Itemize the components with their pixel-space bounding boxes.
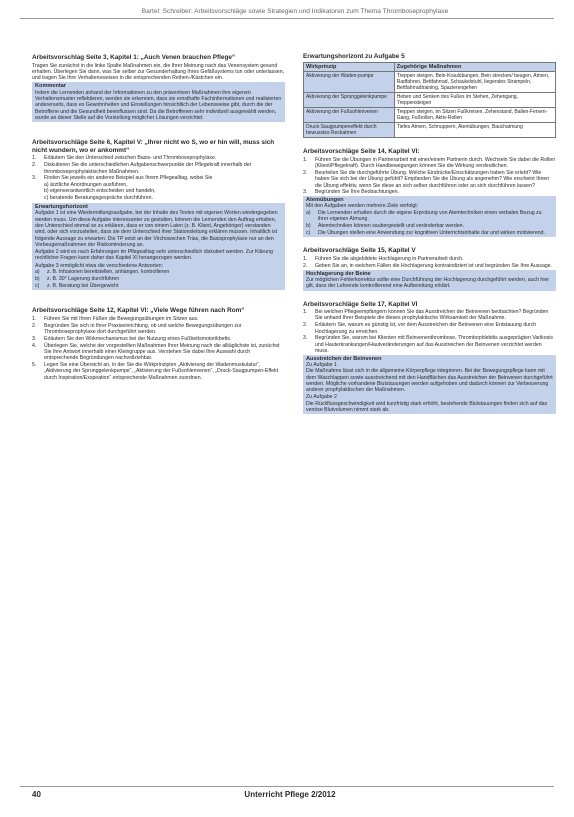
- table-row: [304, 72, 556, 93]
- spacer: [303, 294, 556, 301]
- list-item: a) Die Lernenden erhalten durch die eigene Erprobung von Atemtechniken einen verbalen Bezug zu ihrer eigenen Atmung.: [306, 209, 542, 223]
- answer-text: Die Maßnahme lässt sich in die allgemeine Körperpflege integrieren. Bei der Bewegungspflege kann mit dem Waschlappen sowie ausstreichend mit den Handflächen das Ausstreichen der Beinvenen durchgeführt werden. Mögliche vorhandene Blutstauungen werden aufgehoben und dadurch können zur Verbesserung anderer prophylaktischen der Maßnahmen.: [306, 368, 553, 394]
- list-item: 2. Diskutieren Sie die unterschiedlichen Aufgabenschwerpunkte der Pflegekraft innerhalb der thromboseprophylaktischen Maßnahmen.: [32, 162, 252, 175]
- sub-item: c) beratende Beratungsgespräche durchführen.: [44, 194, 154, 201]
- list-item: c) Die Übungen stellen eine Anwendung zur kognitiven Unterrichtsinhalte dar und wirken motivierend.: [306, 229, 545, 236]
- footer-rule: [20, 786, 554, 787]
- list-item: 3. Erläutern Sie den Wirkmechanismus bei der Nutzung eines Fußbettsmotorikbetts.: [32, 335, 232, 342]
- answer-text: Die Rückflussgeschwindigkeit wird kurzfristig stark erhöht, bestehende Blutstauungen finden sich auf das venöse Blutvolumen nimmt stark ab.: [306, 400, 548, 414]
- task-list: [32, 316, 285, 381]
- sub-item: a) ärztliche Anordnungen ausführen,: [44, 182, 128, 189]
- box-label: Hochlagerung der Beine: [306, 270, 371, 277]
- sub-item: b) eigenverantwortlich entscheiden und handeln,: [44, 188, 156, 195]
- table-cell: Tiefes Atmen, Schnuppern, Atemübungen, Bauchatmung: [394, 123, 555, 138]
- section-s14: [303, 148, 556, 237]
- goal-list: [306, 210, 553, 236]
- list-item: 2. Begründen Sie sich in Ihrer Praxiseinrichtung, ob und welche Bewegungsübungen zur Thromboseprophylaxe dort durchgeführt werden.: [32, 322, 242, 336]
- list-item: 2. Beurteilen Sie die durchgeführte Übung. Welche Eindrücke/Einschätzungen haben Sie erlebt? Wie haben Sie sich bei der Übung gefühlt? Empfanden Sie die Übung als angenehm? Wie erscheint Ihnen die Übung effektiv, wenn Sie diese an sich selber durchführen oder an sich durchführen lassen?: [303, 169, 550, 189]
- table-cell: Treppen steigen, Bein-Kraulübungen, Bein strecken/ beugen, Atmen, Radfahren, Bettfahrrad, Schaukelstuhl, liegendes Strampeln, Bettfahrradtraining, Spazierengehen: [394, 72, 555, 93]
- spacer: [32, 293, 285, 307]
- list-item: 1. Führen Sie die abgebildete Hochlagerung in Partnerarbeit durch.: [303, 256, 464, 263]
- section-heading: Arbeitsvorschläge Seite 12, Kapitel VI: „Viele Wege führen nach Rom“: [32, 307, 245, 315]
- page-number: 40: [32, 790, 41, 799]
- box-text: Zur möglichen Fehlerkorrektur sollte eine Durchführung der Hochlagerung durchgeführt werden, auch hier gilt, dass der Lehrende kontrollierend eine Aufbereitung erklärt.: [306, 276, 550, 290]
- kommentar-box: [32, 82, 285, 122]
- list-item: 1. Bei welchen Pflegeempfängern können Sie das Ausstreichen der Beinvenen beobachten? Begründen Sie anhand Ihrer Beispiele die dieses prophylaktische Wirksamkeit der Maßnahme.: [303, 309, 549, 322]
- section-heading: Arbeitsvorschlag Seite 3, Kapitel 1: „Auch Venen brauchen Pflege“: [32, 54, 236, 61]
- spacer: [303, 240, 556, 247]
- wirkprinzip-table: [303, 62, 556, 138]
- list-item: 3. Finden Sie jeweils ein anderes Beispiel aus Ihrem Pflegealltag, wobei Sie: [32, 175, 213, 182]
- table-row: [304, 93, 556, 108]
- erwartung-box: [32, 203, 285, 290]
- section-s12: [32, 307, 285, 381]
- task-list: [303, 309, 556, 354]
- table-cell: Treppen steigen, im Sitzen Fußkreisen, Zehenstand, Ballen-Fersen-Gang, Fußrollen, Aktiv-Rollen: [394, 108, 555, 123]
- task-list: [303, 256, 556, 269]
- box-label: Ausstreichen der Beinvenen: [306, 355, 382, 362]
- table-cell: Druck-Saugpumpeneffekt durch bewusstes Reckatmen: [304, 123, 395, 138]
- list-item: 4. Überlegen Sie, welche der vorgestellten Maßnahmen Ihrer Meinung nach die alltäglichste ist, zunächst Sie Ihre Antwort innerhalb einer Kleingruppe aus. Verstehen Sie dabei Ihre Auswahl durch entsprechende Begründungen nachvollziehbar.: [32, 342, 280, 362]
- table-title: Erwartungshorizont zu Aufgabe 5: [303, 53, 405, 60]
- section-s3: [32, 54, 285, 122]
- kommentar-label: Kommentar: [35, 83, 67, 90]
- box-intro: Mit den Aufgaben werden mehrere Ziele verfolgt:: [306, 203, 419, 210]
- erwartung-table-block: [303, 54, 556, 138]
- table-cell: Aktivierung der Fußsohlenvenen: [304, 108, 395, 123]
- erwartung-text-2: Aufgabe 2 wird es nach Erfahrungen im Pflegealltag sehr unterschiedlich diskutiert werden. Zur Klärung rechtlicher Fragen kann daher das Kapitel XI herangezogen werden.: [35, 249, 273, 262]
- list-item: 1. Führen Sie die Übungen in Partnerarbeit mit einer/einem Partnerin durch. Wechseln Sie dabei die Rollen (Klient/Pflegekraft). Durch Handbewegungen können Sie die Wirkung verdeutlichen.: [303, 156, 556, 170]
- running-header: Bartel: Schreiber: Arbeitsvorschläge sowie Strategien und Indikatoren zum Thema Thromboseprophylaxe: [141, 8, 449, 15]
- erwartung-label: Erwartungshorizont: [35, 204, 88, 211]
- section-body: Tragen Sie zunächst in die linke Spalte Maßnahmen ein, die Ihrer Meinung nach das Venensystem gesund erhalten. Überlegen Sie dann, was Sie selber zur Gesunderhaltung Ihres Gefäßsystems tun oder unterlassen, und tragen Sie Ihre Verhaltensweisen in die entsprechenden Reihen-/Kästchen ein.: [32, 62, 285, 82]
- list-item: b) z. B. 30° Lagerung durchführen: [35, 275, 120, 282]
- list-item: 1. Erläutern Sie den Unterschied zwischen Basis- und Thromboseprophylaxe.: [32, 155, 217, 162]
- section-heading: Arbeitsvorschläge Seite 15, Kapitel V: [303, 247, 416, 255]
- aufgabe-3-intro: Aufgabe 3 ermöglicht etwa die verschiedene Antworten:: [35, 262, 164, 269]
- spacer: [303, 141, 556, 148]
- atemuebungen-box: [303, 196, 556, 237]
- list-item: c) z. B. Beratung bei Übergewicht: [35, 282, 119, 289]
- table-cell: Aktivierung der Sprunggelenkpumpe: [304, 93, 395, 108]
- box-label: Atemübungen: [306, 197, 344, 204]
- list-item: 2. Erläutern Sie, warum es günstig ist, vor dem Ausstreichen der Beinvenen eine Entstauung durch Hochlagerung zu erreichen.: [303, 322, 537, 335]
- section-s6: [32, 139, 285, 290]
- list-item: 5. Legen Sie eine Übersicht an, in der Sie die Wirkprinzipien „Aktivierung der Wadenmuskulatur“, „Aktivierung der Sprunggelenkpumpe“, „Aktivierung der Fußsohlenvenen“, „Druck-Saugpumpen-Effekt durch Inspiration/Exspiration“ entsprechende Maßnahmen zuordnen.: [32, 362, 279, 381]
- table-row: [304, 123, 556, 138]
- table-row: [304, 108, 556, 123]
- list-item: a) z. B. Infusionen bereitstellen, anhängen, kontrollieren: [35, 269, 170, 275]
- right-column: [303, 54, 556, 417]
- list-item: 1. Führen Sie mit Ihren Füßen die Bewegungsübungen im Sitzen aus.: [32, 315, 199, 322]
- section-s17: [303, 301, 556, 415]
- header-rule: [20, 18, 554, 19]
- list-item: 3. Begründen Sie Ihre Beobachtungen.: [303, 189, 399, 196]
- task-list: [32, 155, 285, 181]
- section-heading: Arbeitsvorschläge Seite 14, Kapitel VI:: [303, 148, 420, 156]
- ausstreichen-box: [303, 355, 556, 415]
- journal-title: Unterricht Pflege 2/2012: [244, 790, 336, 799]
- left-column: [32, 54, 285, 384]
- table-header-cell: Wirkprinzip: [304, 63, 395, 72]
- answer-label: Zu Aufgabe 2: [306, 394, 337, 401]
- hochlagerung-box: [303, 270, 556, 291]
- section-s15: [303, 247, 556, 290]
- list-item: 2. Geben Sie an, in welchem Fällen die Hochlagerung kontraindiziert ist und begründen Sie Ihre Aussage.: [303, 262, 553, 269]
- list-item: 3. Begründen Sie, warum bei Klienten mit Beinvenenthrombose, Thrombophlebitis ausgeprägten Varikosis und Hauterkrankungen/Hautveränderungen auf das Ausstreichen der Beinvenen verzichtet werden muss.: [303, 335, 553, 354]
- table-cell: Heben und Senken des Fußes im Stehen, Zehengang, Treppensteigen: [394, 93, 555, 108]
- table-cell: Aktivierung der Waden-pumpe: [304, 72, 395, 93]
- spacer: [32, 125, 285, 139]
- answer-label: Zu Aufgabe 1: [306, 362, 337, 368]
- table-header-cell: Zugehörige Maßnahmen: [394, 63, 555, 72]
- task-list: [303, 157, 556, 196]
- erwartung-text: Aufgabe 1 ist eine Wiedermitlungsaufgabe, bei der Inhalte des Textes mit eigenen Worten wiedergegeben werden muss. Um diese Aufgabe interessanter zu gestalten, können die Lernenden den Auftrag erhalten, den Unterschied einmal so zu erklären, dass er von einem Laien (z. B. Klient, Angehöriger) verstanden wird, oder sich vorzustellen, dass sie dem Unterschied ihrer Stationsleitung erklären müssen. Inhaltlich ist folgende Aussage zu erwarten: Die TP setzt an der Virchowschen Trias, die Basisprophylaxe nur an den Vorbeugemaßnahmen der Risikominderung an.: [35, 210, 278, 248]
- section-heading: Arbeitsvorschläge Seite 17, Kapitel VI: [303, 300, 418, 308]
- table-header-row: [304, 63, 556, 72]
- list-item: b) Atemtechniken können saubergestellt und veränderbar werden.: [306, 222, 464, 229]
- answer-list: [35, 269, 282, 289]
- kommentar-text: Indem die Lernenden anhand der Informationen zu den präventiven Maßnahmen ihre eigenen Verhaltensmuster reflektieren, werden sie erkennen, dass sie ernsthafte Fachinformationen und realisierten andererseits, dass es Gewohnheiten und Einstellungen hinsichtlich der Lebensweise gibt, durch die der Betroffene und die Gesundheit beeinflussen sind. Da die Betroffenen sehr individuell ausgewählt werden, wurde an dieser Stelle auf die Vorstellung möglicher Lösungen verzichtet.: [35, 89, 282, 121]
- section-heading: Arbeitsvorschläge Seite 6, Kapitel V: „Ihrer nicht wo S, wo er hin will, muss sich nicht wundern, wo er ankommt“: [32, 139, 275, 154]
